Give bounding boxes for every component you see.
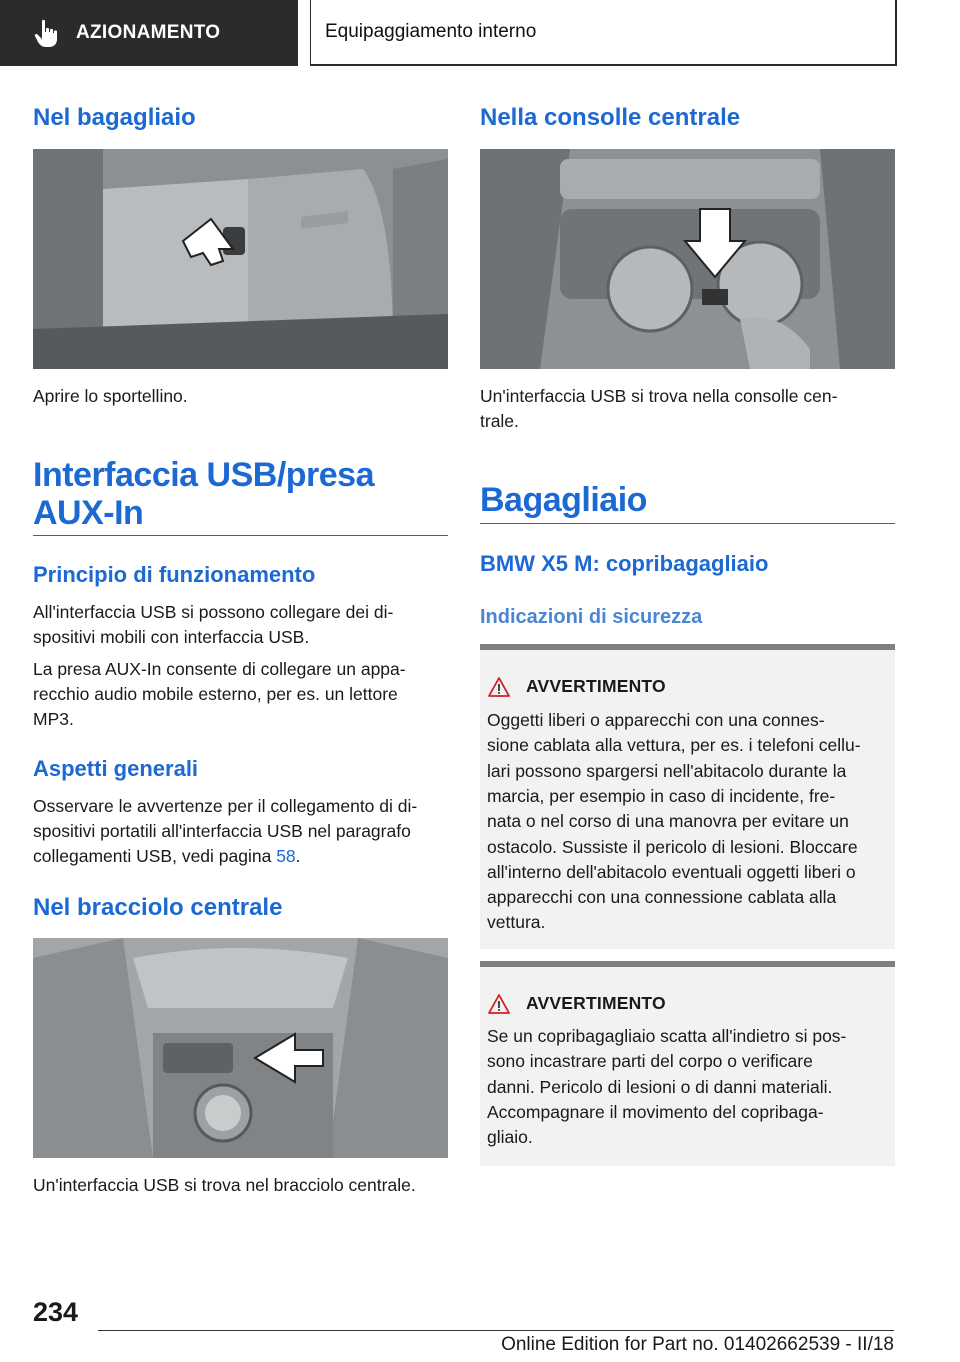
- warning-title-2: AVVERTIMENTO: [526, 993, 666, 1013]
- warning-2-line-5: gliaio.: [487, 1127, 533, 1148]
- heading-principio: Principio di funzionamento: [33, 562, 316, 587]
- warning-triangle-icon: [488, 677, 510, 697]
- aspetti-line-3: [33, 844, 448, 869]
- warning-title-1: AVVERTIMENTO: [526, 676, 666, 696]
- caption-bracciolo: Un'interfaccia USB si trova nel bracciolo centrale.: [33, 1175, 416, 1195]
- warning-1-line-9: vettura.: [487, 912, 546, 933]
- photo-center-console-usb: [480, 149, 895, 369]
- aspetti-line-3-text: collegamenti USB, vedi pagina: [33, 846, 277, 866]
- caption-bagagliaio: Aprire lo sportellino.: [33, 386, 188, 406]
- warning-header-2: [488, 993, 666, 1014]
- warning-1-line-4: marcia, per esempio in caso di incidente, fre-: [487, 785, 836, 806]
- principio-line-4: recchio audio mobile esterno, per es. un lettore: [33, 684, 398, 704]
- heading-sicurezza: Indicazioni di sicurezza: [480, 606, 703, 628]
- aspetti-line-2: spositivi portatili all'interfaccia USB nel paragrafo: [33, 821, 411, 841]
- warning-1-line-3: lari possono spargersi nell'abitacolo durante la: [487, 760, 847, 781]
- footer-rule: [98, 1330, 894, 1331]
- warning-header-1: [488, 676, 666, 697]
- heading-bagagliaio-section: Bagagliaio: [480, 481, 647, 519]
- principio-line-5: MP3.: [33, 709, 74, 729]
- warning-box-2: [480, 961, 895, 1166]
- warning-2-line-3: danni. Pericolo di lesioni o di danni materiali.: [487, 1076, 833, 1097]
- section-rule: [33, 535, 448, 536]
- header-section-tab: [0, 0, 298, 66]
- heading-copribagagliaio: BMW X5 M: copribagagliaio: [480, 551, 769, 576]
- warning-2-line-2: sono incastrare parti del corpo o verificare: [487, 1051, 813, 1072]
- warning-box-1: [480, 644, 895, 949]
- warning-triangle-icon: [488, 994, 510, 1014]
- warning-1-line-5: nata o nel corso di una manovra per evitare un: [487, 811, 849, 832]
- photo-armrest-usb: [33, 938, 448, 1158]
- warning-1-line-2: sione cablata alla vettura, per es. i telefoni cellu-: [487, 735, 861, 756]
- warning-2-line-1: Se un copribagagliaio scatta all'indietro si pos-: [487, 1026, 847, 1046]
- heading-aspetti: Aspetti generali: [33, 756, 199, 781]
- heading-consolle: Nella consolle centrale: [480, 104, 741, 131]
- section-rule-right: [480, 523, 895, 524]
- topic-title: Equipaggiamento interno: [325, 21, 537, 42]
- warning-1-line-8: apparecchi con una connessione cablata alla: [487, 887, 837, 908]
- caption-consolle-line2: trale.: [480, 411, 519, 431]
- aspetti-line-1: Osservare le avvertenze per il collegamento di di-: [33, 796, 418, 816]
- principio-line-1: All'interfaccia USB si possono collegare dei di-: [33, 602, 394, 622]
- warning-2-line-4: Accompagnare il movimento del copribaga-: [487, 1101, 824, 1122]
- principio-line-2: spositivi mobili con interfaccia USB.: [33, 627, 310, 647]
- warning-1-line-7: all'interno dell'abitacolo eventuali oggetti liberi o: [487, 861, 856, 882]
- heading-interfaccia-line2: AUX-In: [33, 494, 144, 532]
- caption-consolle-line1: Un'interfaccia USB si trova nella consolle cen-: [480, 386, 838, 406]
- warning-1-line-1: Oggetti liberi o apparecchi con una connes-: [487, 710, 825, 730]
- heading-interfaccia-line1: Interfaccia USB/presa: [33, 456, 374, 494]
- heading-nel-bagagliaio: Nel bagagliaio: [33, 104, 196, 131]
- section-title: AZIONAMENTO: [76, 22, 221, 43]
- photo-trunk-usb-flap: [33, 149, 448, 369]
- footer-edition: Online Edition for Part no. 01402662539 - II/18: [501, 1334, 894, 1355]
- header-topic-box: [310, 0, 897, 66]
- heading-bracciolo: Nel bracciolo centrale: [33, 894, 283, 921]
- hand-pointer-icon: [34, 18, 60, 48]
- principio-line-3: La presa AUX-In consente di collegare un appa-: [33, 659, 406, 679]
- page-link-58[interactable]: 58: [276, 846, 296, 866]
- page-number: 234: [33, 1297, 79, 1327]
- warning-1-line-6: ostacolo. Sussiste il pericolo di lesioni. Bloccare: [487, 836, 858, 857]
- aspetti-line-3-end: .: [295, 846, 301, 866]
